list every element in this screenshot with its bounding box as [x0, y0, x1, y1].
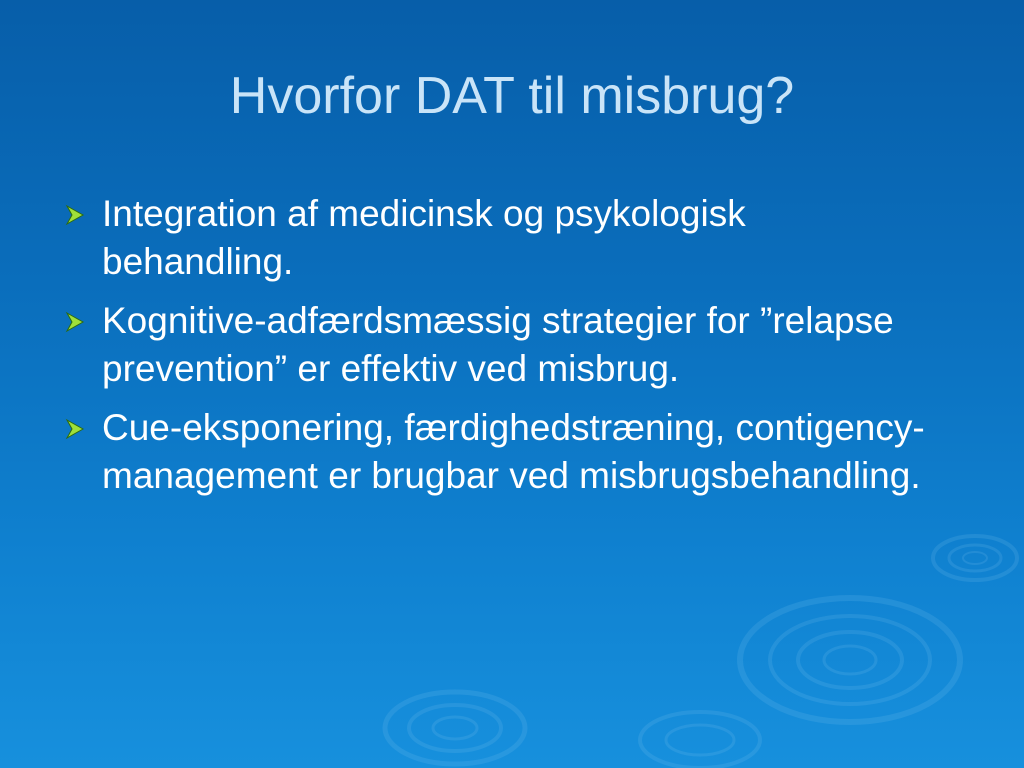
bullet-item: [62, 404, 932, 500]
slide-title: Hvorfor DAT til misbrug?: [229, 67, 795, 125]
arrow-bullet-icon: [64, 204, 86, 226]
bullet-item: [62, 190, 932, 286]
arrow-bullet-icon: [64, 311, 86, 333]
bullet-text: Integration af medicinsk og psykologisk behandling.: [102, 193, 746, 282]
bullet-item: [62, 297, 932, 393]
bullet-list: [62, 190, 932, 511]
arrow-bullet-icon: [64, 418, 86, 440]
bullet-text: Cue-eksponering, færdighedstræning, contigency-management er brugbar ved misbrugsbehandling.: [102, 407, 925, 496]
bullet-text: Kognitive-adfærdsmæssig strategier for ”relapse prevention” er effektiv ved misbrug.: [102, 300, 894, 389]
